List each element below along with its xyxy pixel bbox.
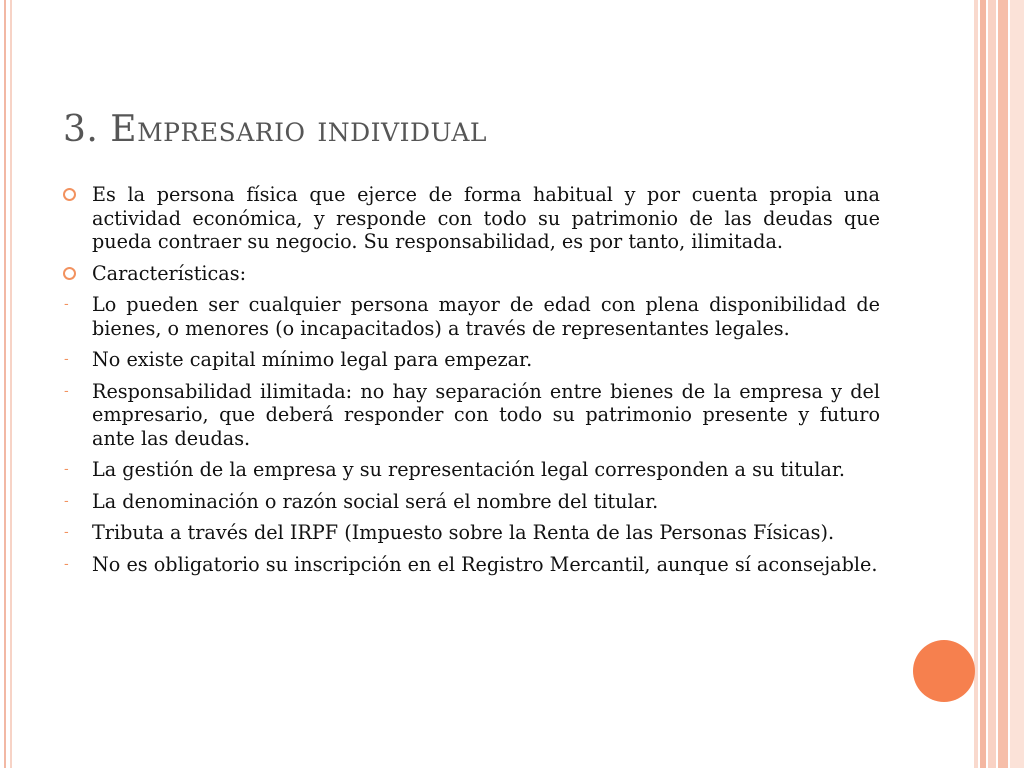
- dash-bullet-icon: -: [64, 462, 69, 477]
- right-stripe: [998, 0, 1008, 768]
- circle-bullet-icon: [63, 267, 76, 280]
- bullet-text: Características:: [92, 261, 247, 285]
- right-stripe: [974, 0, 978, 768]
- dash-text: La denominación o razón social será el nombre del titular.: [92, 489, 659, 513]
- dash-item: [62, 458, 880, 482]
- right-stripe: [988, 0, 996, 768]
- right-stripe: [1010, 0, 1024, 768]
- dash-bullet-icon: -: [64, 556, 69, 572]
- bullet-item: [62, 262, 880, 286]
- dash-bullet-icon: -: [64, 493, 69, 509]
- circle-bullet-icon: [63, 188, 76, 201]
- dash-text: Tributa a través del IRPF (Impuesto sobre la Renta de las Personas Físicas).: [92, 521, 835, 544]
- dash-text: Lo pueden ser cualquier persona mayor de edad con plena disponibilidad de bienes, o menores (o incapacitados) a través de representantes legales.: [92, 293, 880, 340]
- slide-title: 3. Empresario individual: [63, 109, 487, 150]
- dash-item: [62, 521, 880, 545]
- dash-text: No existe capital mínimo legal para empezar.: [92, 348, 533, 371]
- dash-text: La gestión de la empresa y su representación legal corresponden a su titular.: [92, 458, 846, 481]
- bullet-text: Es la persona física que ejerce de forma habitual y por cuenta propia una actividad económica, y responde con todo su patrimonio de las deudas que pueda contraer su negocio. Su responsabilidad, es por tanto, ilimitada.: [92, 183, 880, 253]
- dash-text: Responsabilidad ilimitada: no hay separación entre bienes de la empresa y del empresario, que deberá responder con todo su patrimonio presente y futuro ante las deudas.: [92, 379, 880, 450]
- dash-item: [62, 380, 880, 451]
- slide-content: [62, 183, 880, 584]
- left-frame-line-inner: [10, 0, 12, 768]
- dash-item: [62, 553, 880, 577]
- dash-text: No es obligatorio su inscripción en el Registro Mercantil, aunque sí aconsejable.: [92, 552, 878, 576]
- bullet-item: [62, 183, 880, 254]
- dash-bullet-icon: -: [64, 525, 69, 540]
- dash-item: [62, 490, 880, 514]
- dash-bullet-icon: -: [64, 297, 69, 312]
- dash-bullet-icon: -: [64, 352, 69, 367]
- accent-circle: [913, 640, 975, 702]
- dash-item: [62, 348, 880, 372]
- dash-bullet-icon: -: [64, 383, 69, 399]
- right-stripe: [980, 0, 986, 768]
- left-frame-line: [4, 0, 6, 768]
- dash-item: [62, 293, 880, 340]
